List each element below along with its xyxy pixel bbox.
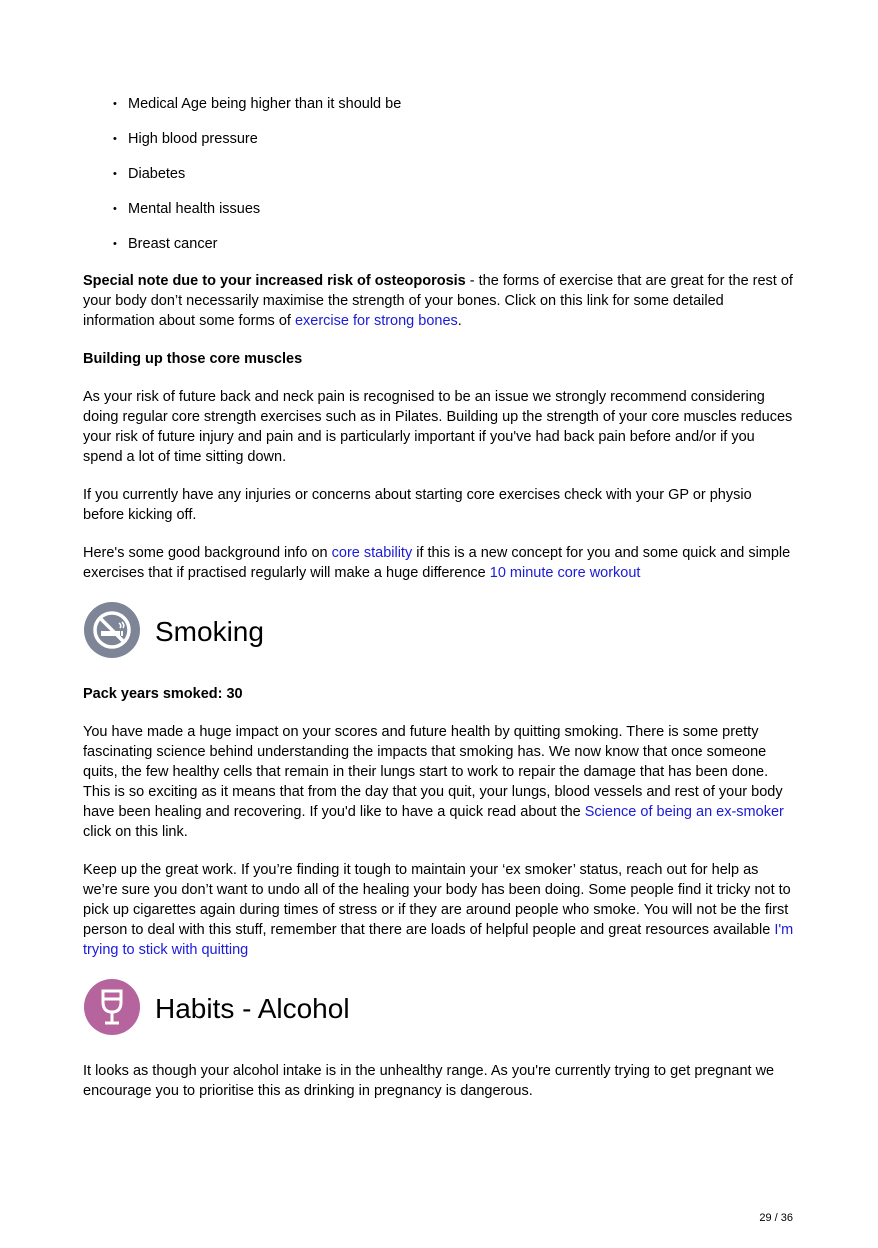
- list-item: • Mental health issues: [113, 198, 713, 233]
- list-item: • Medical Age being higher than it should be: [113, 93, 713, 128]
- osteoporosis-note: [83, 271, 795, 331]
- core-stability-link[interactable]: core stability: [331, 545, 413, 561]
- core-paragraph-3: [83, 543, 795, 583]
- smoking-paragraph-1-text: You have made a huge impact on your scores and future health by quitting smoking. There is some pretty fascinating science behind understanding the impacts that smoking has. We now know that once someone quits, the few healthy cells that remain in their lungs start to work to repair the damage that has been done. This is so exciting as it means that from the day that you quit, your lungs, blood vessels and rest of your body have been healing and recovering. If you'd like to have a quick read about the: [83, 724, 783, 820]
- smoking-paragraph-1-text-2: click on this link.: [83, 824, 188, 840]
- osteoporosis-note-text: - the forms of exercise that are great for the rest of your body don’t necessarily maximise the strength of your bones. Click on this link for some detailed information about some forms of: [83, 273, 793, 329]
- core-workout-link[interactable]: 10 minute core workout: [489, 565, 641, 581]
- osteoporosis-note-label: Special note due to your increased risk of osteoporosis: [83, 273, 466, 289]
- core-paragraph-1: As your risk of future back and neck pain is recognised to be an issue we strongly recommend considering doing regular core strength exercises such as in Pilates. Building up the strength of your core muscles reduces your risk of future injury and pain and is particularly important if you've had back pain before and/or if you spend a lot of time sitting down.: [83, 389, 793, 465]
- smoking-title: Smoking: [155, 616, 264, 647]
- alcohol-paragraph: It looks as though your alcohol intake is in the unhealthy range. As you're currently trying to get pregnant we encourage you to prioritise this as drinking in pregnancy is dangerous.: [83, 1063, 775, 1099]
- smoking-paragraph-1: [83, 722, 795, 842]
- smoking-section-header: [83, 601, 795, 663]
- wine-glass-icon: [83, 978, 141, 1036]
- core-paragraph-3-text-2: if this is a new concept for you and some quick and simple exercises that if practised regularly will make a huge difference: [83, 545, 791, 581]
- page-number: 29 / 36: [759, 1212, 793, 1224]
- core-paragraph-3-text: Here's some good background info on: [83, 545, 332, 561]
- core-muscles-heading: Building up those core muscles: [83, 351, 303, 367]
- exercise-for-strong-bones-link[interactable]: exercise for strong bones: [294, 313, 458, 329]
- smoking-paragraph-2-text: Keep up the great work. If you’re finding it tough to maintain your ‘ex smoker’ status, reach out for help as we’re sure you don’t want to undo all of the healing your body has been doing. Some people find it tricky not to pick up cigarettes again during times of stress or if they are around people who smoke. You will not be the first person to deal with this stuff, remember that there are loads of helpful people and great resources available: [83, 862, 791, 938]
- stick-with-quitting-link[interactable]: I'm trying to stick with quitting: [83, 922, 794, 958]
- smoking-paragraph-2: [83, 860, 795, 960]
- list-item: • Breast cancer: [113, 233, 713, 268]
- alcohol-title: Habits - Alcohol: [155, 993, 350, 1024]
- osteoporosis-note-end: .: [457, 313, 462, 329]
- science-of-ex-smoker-link[interactable]: Science of being an ex-smoker: [584, 804, 784, 820]
- core-paragraph-2: If you currently have any injuries or concerns about starting core exercises check with your GP or physio before kicking off.: [83, 487, 752, 523]
- pack-years-label: Pack years smoked: 30: [83, 686, 243, 702]
- alcohol-section-header: [83, 978, 795, 1040]
- list-item: • Diabetes: [113, 163, 713, 198]
- list-item: • High blood pressure: [113, 128, 713, 163]
- no-smoking-icon: [83, 601, 141, 659]
- risk-bullet-list: [113, 93, 713, 268]
